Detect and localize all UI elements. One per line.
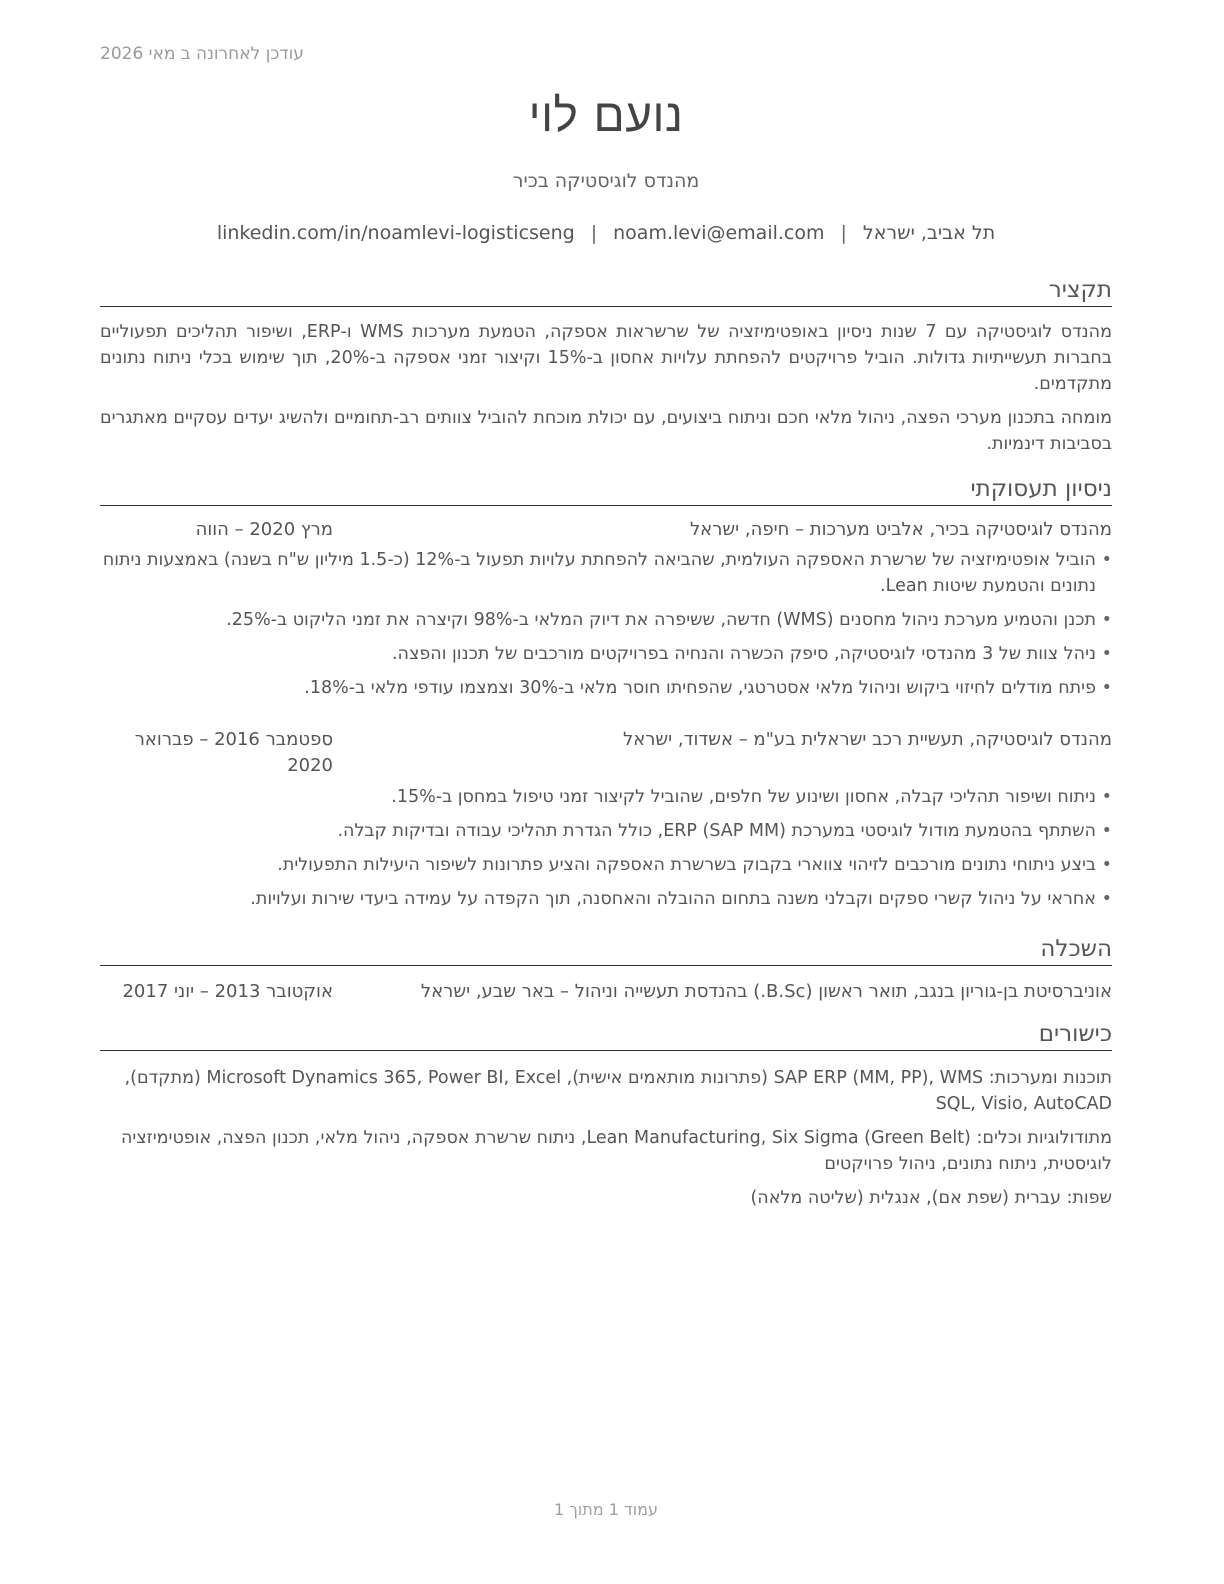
summary-paragraph: מהנדס לוגיסטיקה עם 7 שנות ניסיון באופטימיזציה של שרשראות אספקה, הטמעת מערכות WMS ו-ERP, ושיפור תהליכים תפעוליים בחברות תעשייתיות גדולות. הוביל פרויקטים להפחתת עלויות אחסון ב-15% וקיצור זמני אספקה ב-20%, תוך שימוש בכלי ניתוח נתונים מתקדמים. [100, 322, 1112, 394]
separator: | [590, 222, 598, 244]
experience-heading: ניסיון תעסוקתי [100, 475, 1112, 506]
job-dates: ספטמבר 2016 – פברואר 2020 [134, 729, 333, 776]
skill-line: תוכנות ומערכות: SAP ERP (MM, PP), WMS (פתרונות מותאמים אישית), Microsoft Dynamics 365, Power BI, Excel (מתקדם), SQL, Visio, AutoCAD [124, 1068, 1112, 1114]
education-dates: אוקטובר 2013 – יוני 2017 [122, 981, 333, 1002]
skills-heading: כישורים [100, 1020, 1112, 1051]
list-item: • אחראי על ניהול קשרי ספקים וקבלני משנה בתחום ההובלה והאחסנה, תוך הקפדה על עמידה ביעדי שירות ועלויות. [100, 886, 1112, 912]
list-item: • ניהל צוות של 3 מהנדסי לוגיסטיקה, סיפק הכשרה והנחיה בפרויקטים מורכבים של תכנון והפצה. [100, 641, 1112, 667]
list-item: • ניתוח ושיפור תהליכי קבלה, אחסון ושינוע של חלפים, שהוביל לקיצור זמני טיפול במחסן ב-15%. [100, 784, 1112, 810]
list-item: • הוביל אופטימיזציה של שרשרת האספקה העולמית, שהביאה להפחתת עלויות תפעול ב-12% (כ-1.5 מיליון ש"ח בשנה) באמצעות ניתוח נתונים והטמעת שיטות Lean. [100, 547, 1112, 599]
candidate-name: נועם לוי [528, 88, 684, 142]
location: תל אביב, ישראל [862, 222, 996, 244]
job-role: מהנדס לוגיסטיקה, תעשיית רכב ישראלית בע"מ – אשדוד, ישראל [623, 729, 1112, 750]
job-bullets [100, 784, 1112, 920]
summary-heading: תקציר [100, 276, 1112, 307]
job-bullets [100, 547, 1112, 709]
list-item: • פיתח מודלים לחיזוי ביקוש וניהול מלאי אסטרטגי, שהפחיתו חוסר מלאי ב-30% וצמצמו עודפי מלאי ב-18%. [100, 675, 1112, 701]
linkedin-link[interactable]: linkedin.com/in/noamlevi-logisticseng [216, 222, 575, 244]
skill-line: מתודולוגיות וכלים: Lean Manufacturing, Six Sigma (Green Belt), ניתוח שרשרת אספקה, ניהול מלאי, תכנון הפצה, אופטימיזציה לוגיסטית, ניתוח נתונים, ניהול פרויקטים [120, 1128, 1112, 1174]
education-degree: אוניברסיטת בן-גוריון בנגב, תואר ראשון (B.Sc.) בהנדסת תעשייה וניהול – באר שבע, ישראל [420, 981, 1112, 1002]
skill-line: שפות: עברית (שפת אם), אנגלית (שליטה מלאה) [750, 1188, 1112, 1208]
separator: | [840, 222, 847, 244]
list-item: • ביצע ניתוחי נתונים מורכבים לזיהוי צווארי בקבוק בשרשרת האספקה והציע פתרונות לשיפור היעילות התפעולית. [100, 852, 1112, 878]
candidate-title: מהנדס לוגיסטיקה בכיר [512, 170, 700, 192]
list-item: • תכנן והטמיע מערכת ניהול מחסנים (WMS) חדשה, ששיפרה את דיוק המלאי ב-98% וקיצרה את זמני הליקוט ב-25%. [100, 607, 1112, 633]
job-dates: מרץ 2020 – הווה [195, 519, 333, 540]
resume-page [100, 0, 1112, 1584]
last-updated: עודכן לאחרונה ב מאי 2026 [100, 44, 304, 64]
list-item: • השתתף בהטמעת מודול לוגיסטי במערכת ERP (SAP MM), כולל הגדרת תהליכי עבודה ובדיקות קבלה. [100, 818, 1112, 844]
job-role: מהנדס לוגיסטיקה בכיר, אלביט מערכות – חיפה, ישראל [689, 519, 1112, 540]
page-number: עמוד 1 מתוך 1 [554, 1500, 658, 1519]
email-link[interactable]: noam.levi@email.com [613, 222, 825, 244]
contact-line [100, 222, 1112, 244]
summary-paragraph: מומחה בתכנון מערכי הפצה, ניהול מלאי חכם וניתוח ביצועים, עם יכולת מוכחת להוביל צוותים רב-תחומיים ולהשיג יעדים עסקיים מאתגרים בסביבות דינמיות. [100, 408, 1112, 454]
education-heading: השכלה [100, 935, 1112, 966]
